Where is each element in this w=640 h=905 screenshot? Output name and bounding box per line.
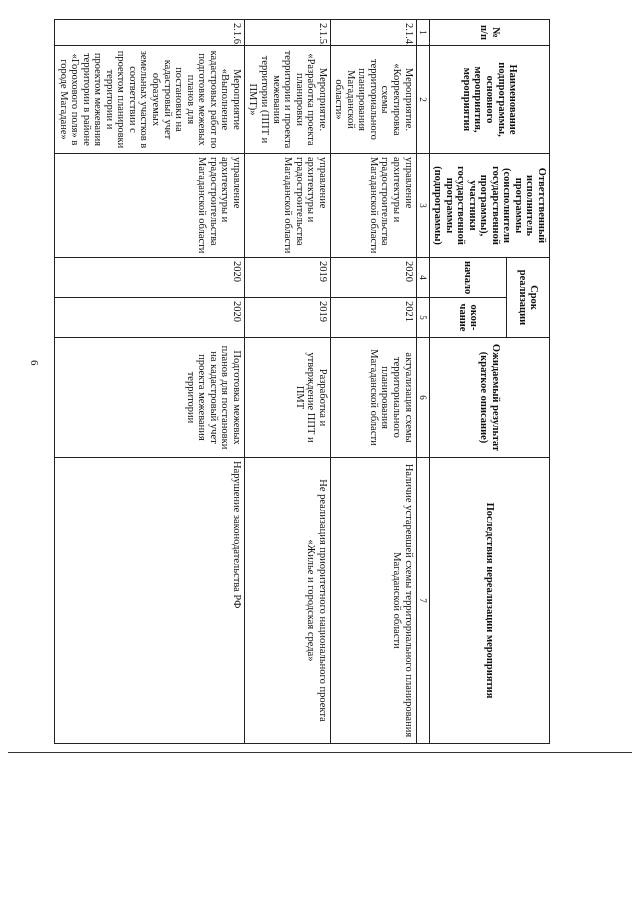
cell-end: 2020: [55, 298, 245, 338]
col-number: 4: [416, 258, 429, 298]
cell-start: 2019: [244, 258, 330, 298]
table-row: [244, 20, 330, 744]
cell-name: Мероприятие. «Корректировка схемы территориального планирования Магаданской области»: [330, 46, 416, 154]
cell-no: 2.1.6.: [55, 20, 245, 46]
cell-end: 2021: [330, 298, 416, 338]
cell-no: 2.1.4.: [330, 20, 416, 46]
cell-result: Подготовка межевых планов для постановки на кадастровый учет проекта межевания территории: [55, 338, 245, 458]
col-number: 6: [416, 338, 429, 458]
rotated-table-container: [57, 19, 550, 743]
col-number: 1: [416, 20, 429, 46]
header-end: окон-чание: [429, 298, 506, 338]
header-consequence: Последствия нереализации мероприятия: [429, 458, 549, 744]
table-row: [330, 20, 416, 744]
header-term: Срок реализации: [506, 258, 549, 338]
col-number: 2: [416, 46, 429, 154]
cell-executor: управление архитектуры и градостроительства Магаданской области: [55, 154, 245, 258]
header-result: Ожидаемый результат (краткое описание): [429, 338, 549, 458]
cell-consequence: Наличие устаревшей схемы территориального планирования Магаданской области: [330, 458, 416, 744]
cell-consequence: Нарушение законодательства РФ: [55, 458, 245, 744]
col-number: 3: [416, 154, 429, 258]
cell-executor: управление архитектуры и градостроительства Магаданской области: [330, 154, 416, 258]
col-number: 5: [416, 298, 429, 338]
column-numbers-row: [416, 20, 429, 744]
cell-end: 2019: [244, 298, 330, 338]
cell-start: 2020: [330, 258, 416, 298]
cell-consequence: Не реализация приоритетного национального проекта «Жилье и городская среда»: [244, 458, 330, 744]
cell-name: Мероприятие. «Разработка проекта планировки территории и проекта межевания территории (ППТ и ПМТ)»: [244, 46, 330, 154]
header-no: № п/п: [429, 20, 549, 46]
cell-start: 2020: [55, 258, 245, 298]
header-executor: Ответственный исполнитель программы (соисполнители государственной программы), участники государственной программы (подпрограммы): [429, 154, 549, 258]
col-number: 7: [416, 458, 429, 744]
cell-result: Разработка и утверждение ППТ и ПМТ: [244, 338, 330, 458]
table-row: [55, 20, 245, 744]
header-start: начало: [429, 258, 506, 298]
cell-executor: управление архитектуры и градостроительства Магаданской области: [244, 154, 330, 258]
header-name: Наименование подпрограммы, основного мероприятия, мероприятия: [429, 46, 549, 154]
page-number: 6: [28, 360, 40, 366]
cell-no: 2.1.5.: [244, 20, 330, 46]
cell-result: актуализация схемы территориального планирования Магаданской области: [330, 338, 416, 458]
cell-name: Мероприятие «Выполнение кадастровых работ по подготовке межевых планов для постановки на кадастровый учет образуемых земельных участков в соответствии с проектом планировки территории и проектом межевания территории в районе «Горохового поля» в городе Магадане»: [55, 46, 245, 154]
page-bottom-rule: [8, 752, 632, 753]
measures-table: [54, 19, 550, 744]
